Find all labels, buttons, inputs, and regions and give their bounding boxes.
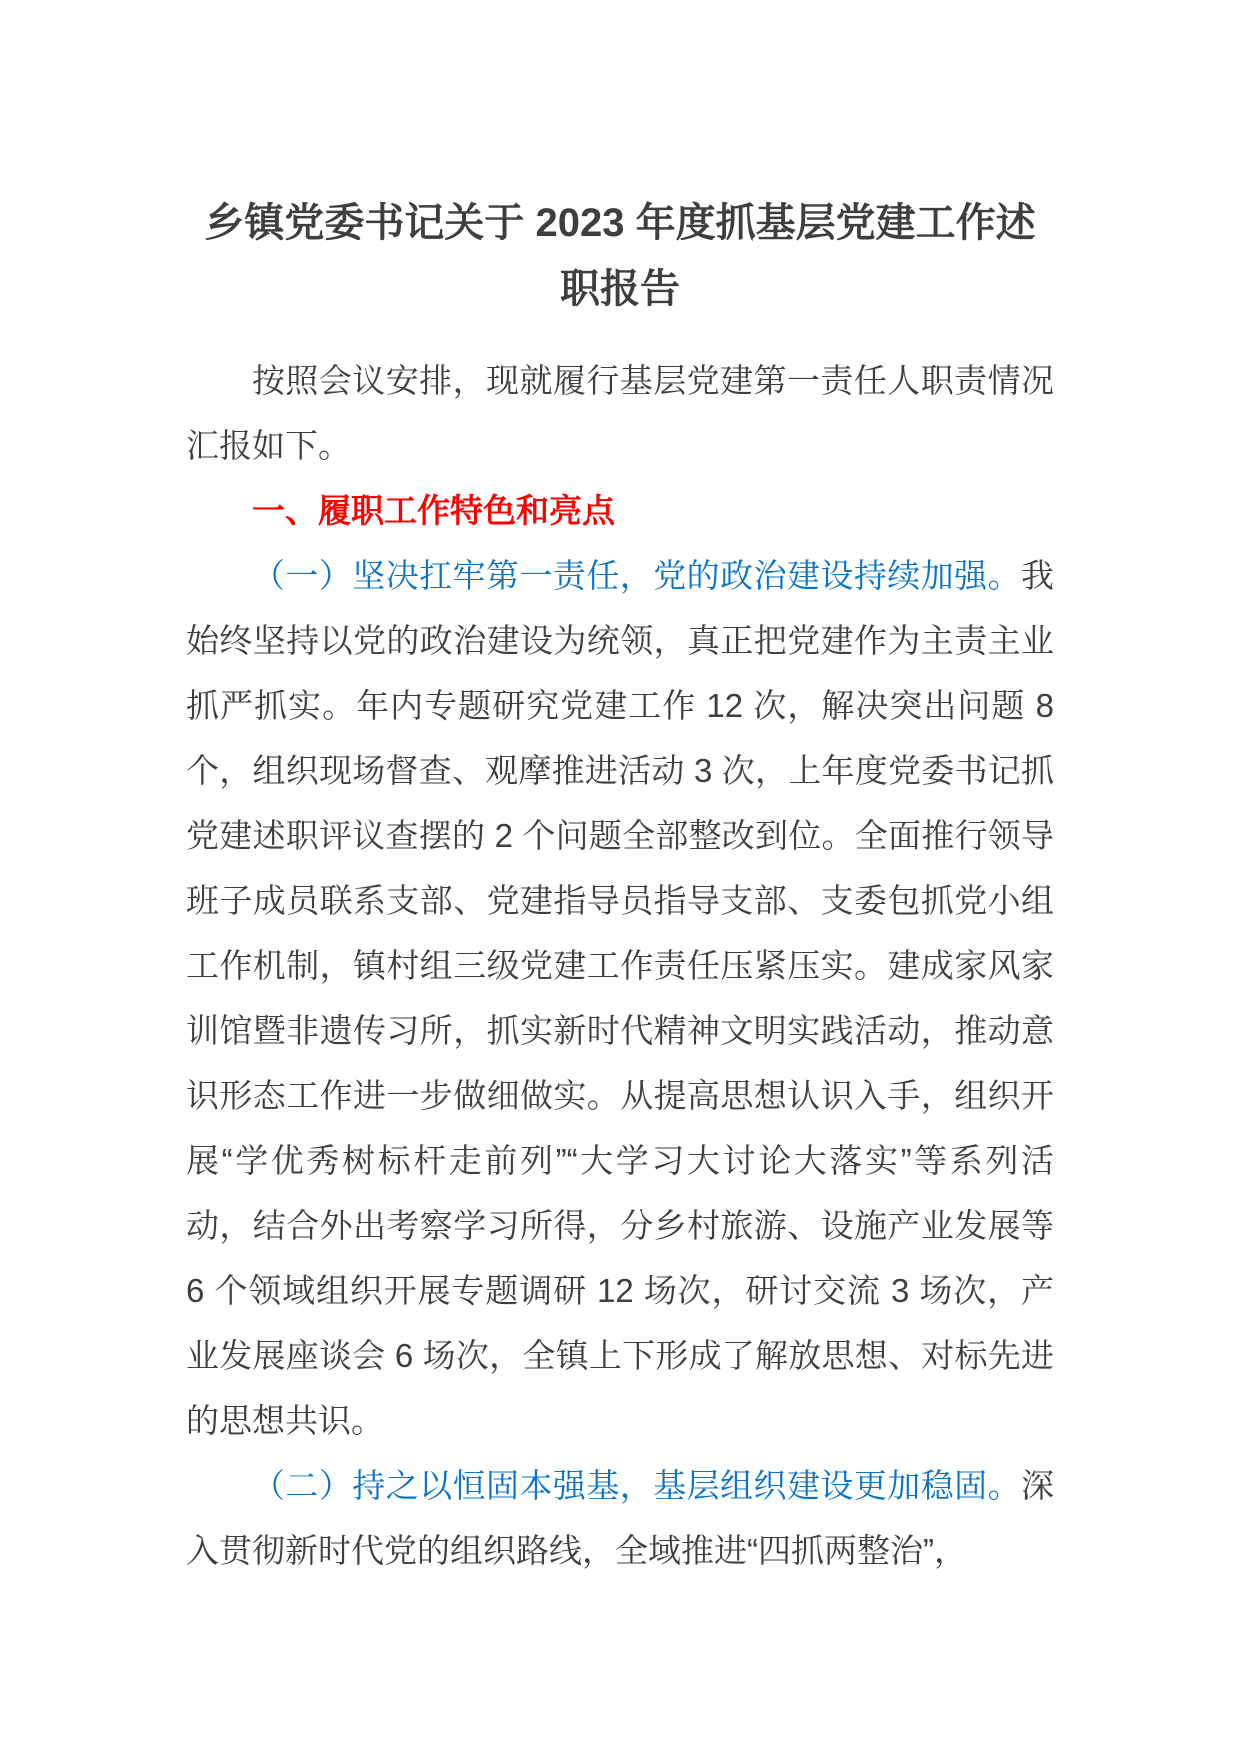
text-run-red: 一、履职工作特色和亮点	[252, 492, 615, 529]
text-run-blue: （二）持之以恒固本强基，基层组织建设更加稳固。	[252, 1467, 1021, 1504]
paragraph	[186, 543, 1054, 1453]
paragraph	[186, 348, 1054, 478]
text-run-normal: 我始终坚持以党的政治建设为统领，真正把党建作为主责主业抓严抓实。年内专题研究党建工作 12 次，解决突出问题 8 个，组织现场督查、观摩推进活动 3 次，上年度党委书记抓党建述职评议查摆的 2 个问题全部整改到位。全面推行领导班子成员联系支部、党建指导员指导支部、支委包抓党小组工作机制，镇村组三级党建工作责任压紧压实。建成家风家训馆暨非遗传习所，抓实新时代精神文明实践活动，推动意识形态工作进一步做细做实。从提高思想认识入手，组织开展“学优秀树标杆走前列”“大学习大讨论大落实”等系列活动，结合外出考察学习所得，分乡村旅游、设施产业发展等 6 个领域组织开展专题调研 12 场次，研讨交流 3 场次，产业发展座谈会 6 场次，全镇上下形成了解放思想、对标先进的思想共识。	[186, 557, 1054, 1439]
section-heading	[186, 478, 1054, 543]
paragraph	[186, 1453, 1054, 1583]
text-run-blue: （一）坚决扛牢第一责任，党的政治建设持续加强。	[252, 557, 1021, 594]
document-body	[186, 348, 1054, 1583]
text-run-normal: 按照会议安排，现就履行基层党建第一责任人职责情况汇报如下。	[186, 362, 1054, 464]
document-title: 乡镇党委书记关于 2023 年度抓基层党建工作述职报告	[204, 201, 1036, 311]
text-run-normal: 深入贯彻新时代党的组织路线，全域推进“四抓两整治”，	[186, 1467, 1054, 1569]
